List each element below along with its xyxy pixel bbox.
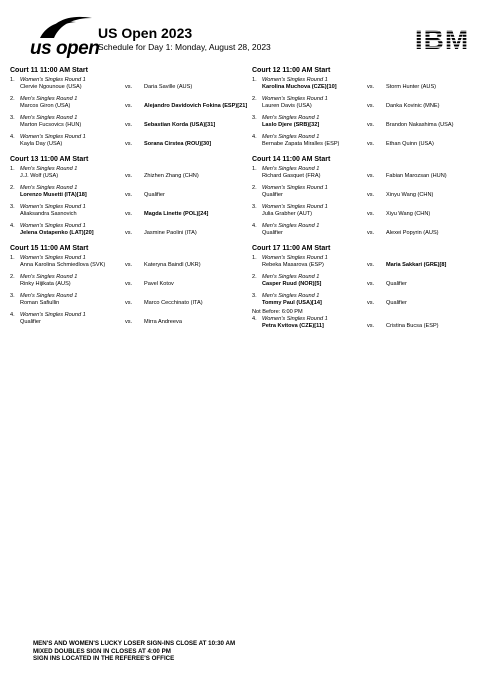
match-event: Men's Singles Round 1 (20, 274, 78, 280)
player-one: Marton Fucsovics (HUN) (20, 121, 82, 128)
match-event: Women's Singles Round 1 (20, 77, 86, 83)
player-two: Magda Linette (POL)[24] (144, 210, 209, 217)
match-number: 2. (252, 96, 257, 102)
player-one: Anna Karolina Schmiedlova (SVK) (20, 261, 106, 268)
match-number: 1. (252, 166, 257, 172)
match-number: 1. (10, 166, 15, 172)
match-event: Women's Singles Round 1 (262, 185, 328, 191)
versus-label: vs. (367, 261, 375, 268)
footer-line: SIGN INS LOCATED IN THE REFEREE'S OFFICE (33, 655, 175, 663)
match-row (252, 274, 484, 288)
player-one: Richard Gasquet (FRA) (262, 172, 321, 179)
court-block (10, 67, 248, 148)
logo-wordmark: us open (30, 38, 100, 59)
player-two: Jasmine Paolini (ITA) (144, 229, 197, 236)
player-two: Zhizhen Zhang (CHN) (144, 172, 199, 179)
versus-label: vs. (367, 172, 375, 179)
player-one: Clervie Ngounoue (USA) (20, 83, 82, 90)
versus-label: vs. (125, 140, 133, 147)
player-two: Qualifier (386, 280, 407, 287)
match-event: Men's Singles Round 1 (20, 166, 78, 172)
court-block (10, 245, 242, 326)
page-title: US Open 2023 (98, 25, 193, 41)
match-number: 2. (10, 185, 15, 191)
match-row (252, 255, 484, 269)
court-block (252, 245, 484, 330)
match-event: Men's Singles Round 1 (262, 274, 320, 280)
player-one: Bernabe Zapata Miralles (ESP) (262, 140, 340, 147)
match-row (10, 96, 248, 110)
match-event: Women's Singles Round 1 (262, 316, 328, 322)
player-two: Qualifier (144, 191, 165, 198)
versus-label: vs. (367, 83, 375, 90)
versus-label: vs. (125, 299, 133, 306)
court-block (10, 156, 242, 237)
court-block (252, 67, 484, 148)
player-one: Laslo Djere (SRB)[32] (262, 121, 320, 128)
match-event: Women's Singles Round 1 (20, 223, 86, 229)
player-two: Danka Kovinic (MNE) (386, 102, 440, 109)
court-title: Court 13 11:00 AM Start (10, 156, 89, 163)
versus-label: vs. (367, 121, 375, 128)
match-number: 2. (252, 185, 257, 191)
match-event: Men's Singles Round 1 (262, 293, 320, 299)
player-one: Lauren Davis (USA) (262, 102, 312, 109)
versus-label: vs. (367, 102, 375, 109)
player-two: Storm Hunter (AUS) (386, 83, 437, 90)
player-two: Kateryna Baindl (UKR) (144, 261, 201, 268)
match-event: Women's Singles Round 1 (262, 96, 328, 102)
versus-label: vs. (367, 191, 375, 198)
player-one: Rebeka Masarova (ESP) (262, 261, 324, 268)
match-event: Women's Singles Round 1 (20, 255, 86, 261)
versus-label: vs. (367, 299, 375, 306)
footer-line: MIXED DOUBLES SIGN IN CLOSES AT 4:00 PM (33, 647, 171, 655)
match-event: Women's Singles Round 1 (262, 204, 328, 210)
us-open-logo (30, 12, 100, 59)
player-two: Ethan Quinn (USA) (386, 140, 434, 147)
player-one: Qualifier (262, 191, 283, 198)
match-row (10, 274, 242, 288)
player-two: Xinyu Wang (CHN) (386, 191, 434, 198)
player-one: Jelena Ostapenko (LAT)[20] (20, 229, 94, 236)
court-title: Court 14 11:00 AM Start (252, 156, 331, 163)
match-event: Women's Singles Round 1 (20, 204, 86, 210)
player-two: Sebastian Korda (USA)[31] (144, 121, 216, 128)
match-number: 4. (10, 134, 15, 140)
footer-notice (33, 640, 235, 663)
player-one: Lorenzo Musetti (ITA)[18] (20, 191, 87, 198)
match-number: 3. (10, 115, 15, 121)
player-two: Brandon Nakashima (USA) (386, 121, 454, 128)
court-block (252, 156, 484, 237)
match-number: 1. (252, 255, 257, 261)
match-row (252, 204, 484, 218)
match-row (252, 185, 484, 199)
player-one: Aliaksandra Sasnovich (20, 210, 77, 217)
ibm-logo-text: IBM (414, 25, 470, 51)
match-row (252, 166, 484, 180)
versus-label: vs. (125, 280, 133, 287)
versus-label: vs. (125, 83, 133, 90)
match-number: 4. (252, 134, 257, 140)
match-number: 2. (10, 274, 15, 280)
versus-label: vs. (125, 318, 133, 325)
player-two: Cristina Bucsa (ESP) (386, 322, 439, 329)
match-event: Men's Singles Round 1 (20, 96, 78, 102)
versus-label: vs. (367, 140, 375, 147)
footer-line: MEN'S AND WOMEN'S LUCKY LOSER SIGN-INS CLOSE AT 10:30 AM (33, 640, 236, 647)
player-one: Qualifier (262, 229, 283, 236)
match-row (10, 312, 242, 326)
player-two: Qualifier (386, 299, 407, 306)
match-row (10, 255, 242, 269)
match-number: 4. (252, 223, 257, 229)
match-row (252, 293, 484, 307)
match-event: Men's Singles Round 1 (262, 166, 320, 172)
court-title: Court 12 11:00 AM Start (252, 67, 331, 74)
player-one: Roman Safiullin (20, 299, 60, 306)
court-title: Court 17 11:00 AM Start (252, 245, 331, 252)
match-row (252, 134, 484, 148)
player-one: Casper Ruud (NOR)[5] (262, 280, 322, 287)
versus-label: vs. (367, 322, 375, 329)
match-number: 3. (252, 115, 257, 121)
match-number: 3. (10, 293, 15, 299)
match-row (10, 223, 242, 237)
match-row (252, 115, 484, 129)
versus-label: vs. (125, 121, 133, 128)
court-title: Court 11 11:00 AM Start (10, 67, 88, 74)
match-event: Men's Singles Round 1 (262, 134, 320, 140)
player-two: Daria Saville (AUS) (144, 83, 193, 90)
player-one: J.J. Wolf (USA) (20, 172, 59, 179)
match-event: Men's Singles Round 1 (262, 223, 320, 229)
player-two: Pavel Kotov (144, 280, 174, 287)
match-event: Women's Singles Round 1 (262, 255, 328, 261)
page-header (0, 0, 500, 60)
player-two: Alejandro Davidovich Fokina (ESP)[21] (144, 102, 248, 109)
match-row (252, 96, 484, 110)
match-event: Men's Singles Round 1 (20, 185, 78, 191)
match-number: 1. (252, 77, 257, 83)
not-before-note: Not Before: 6:00 PM (252, 309, 303, 315)
match-number: 4. (10, 312, 15, 318)
match-number: 2. (10, 96, 15, 102)
player-one: Tommy Paul (USA)[14] (262, 299, 322, 306)
player-one: Petra Kvitova (CZE)[11] (262, 322, 324, 329)
versus-label: vs. (125, 261, 133, 268)
versus-label: vs. (125, 172, 133, 179)
match-row (10, 166, 242, 180)
match-row (252, 223, 484, 237)
versus-label: vs. (367, 210, 375, 217)
player-two: Maria Sakkari (GRE)[8] (386, 261, 447, 268)
player-two: Alexei Popyrin (AUS) (386, 229, 439, 236)
title-block (98, 26, 271, 52)
match-number: 3. (252, 293, 257, 299)
player-one: Julia Grabher (AUT) (262, 210, 313, 217)
versus-label: vs. (125, 191, 133, 198)
player-one: Marcos Giron (USA) (20, 102, 71, 109)
match-row (10, 77, 242, 91)
player-two: Sorana Cirstea (ROU)[30] (144, 140, 212, 147)
versus-label: vs. (125, 102, 133, 109)
match-number: 1. (10, 77, 15, 83)
match-event: Women's Singles Round 1 (20, 312, 86, 318)
match-event: Men's Singles Round 1 (262, 115, 320, 121)
player-one: Karolina Muchova (CZE)[10] (262, 83, 337, 90)
page-subtitle: Schedule for Day 1: Monday, August 28, 2023 (98, 42, 271, 52)
player-one: Qualifier (20, 318, 41, 325)
versus-label: vs. (125, 229, 133, 236)
match-row (252, 77, 484, 91)
match-row (10, 115, 242, 129)
match-number: 1. (10, 255, 15, 261)
ibm-logo-icon (410, 25, 474, 51)
match-number: 4. (10, 223, 15, 229)
match-row (10, 293, 242, 307)
match-number: 4. (252, 316, 257, 322)
player-two: Mirra Andreeva (144, 318, 182, 325)
match-row (10, 134, 242, 148)
court-title: Court 15 11:00 AM Start (10, 245, 89, 252)
match-event: Women's Singles Round 1 (262, 77, 328, 83)
match-event: Men's Singles Round 1 (20, 293, 78, 299)
match-number: 3. (10, 204, 15, 210)
match-event: Women's Singles Round 1 (20, 134, 86, 140)
match-row (252, 316, 484, 330)
versus-label: vs. (125, 210, 133, 217)
match-number: 3. (252, 204, 257, 210)
match-number: 2. (252, 274, 257, 280)
player-one: Kayla Day (USA) (20, 140, 63, 147)
player-one: Rinky Hijikata (AUS) (20, 280, 71, 287)
player-two: Xiyu Wang (CHN) (386, 210, 431, 217)
player-two: Fabian Marozsan (HUN) (386, 172, 447, 179)
versus-label: vs. (367, 229, 375, 236)
player-two: Marco Cecchinato (ITA) (144, 299, 203, 306)
versus-label: vs. (367, 280, 375, 287)
match-row (10, 185, 242, 199)
match-row (10, 204, 242, 218)
match-event: Men's Singles Round 1 (20, 115, 78, 121)
